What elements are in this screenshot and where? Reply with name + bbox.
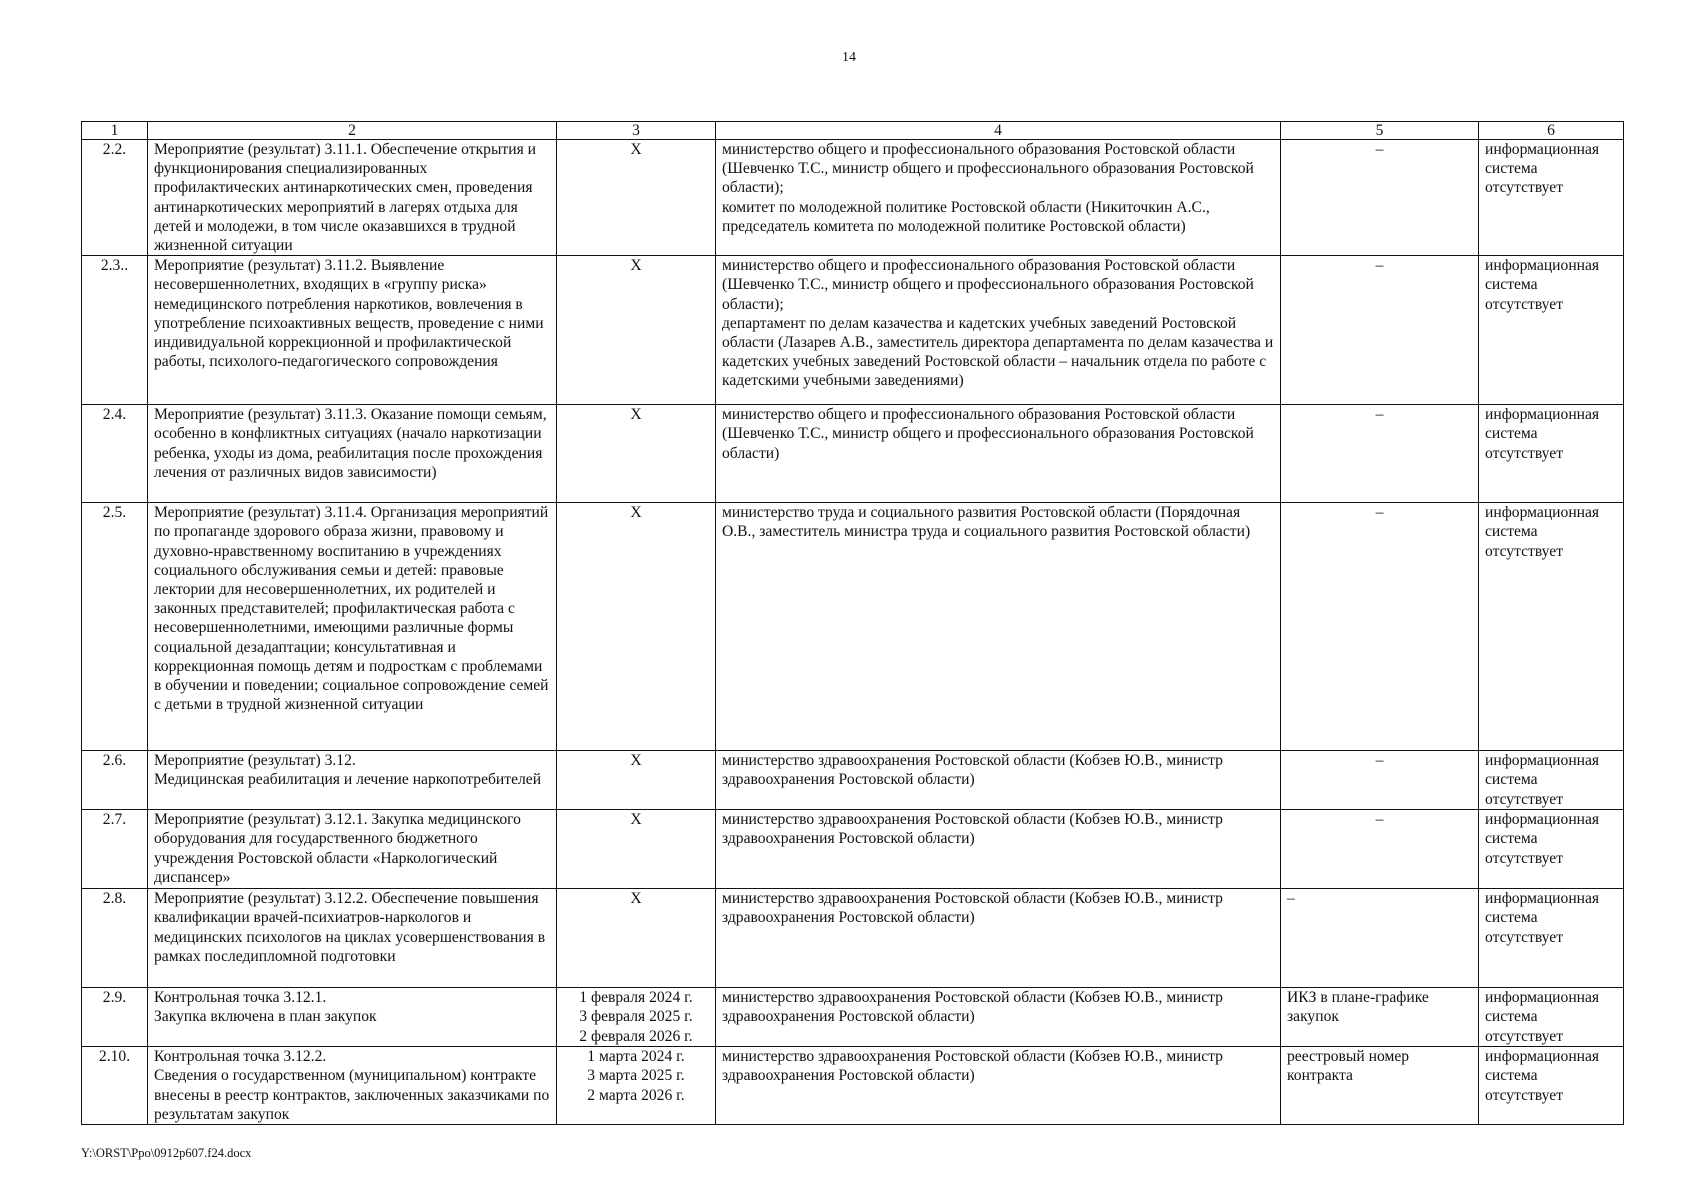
table-row [82, 751, 1624, 810]
row-number: 2.5. [82, 503, 148, 751]
table-row [82, 1047, 1624, 1125]
row-number: 2.10. [82, 1047, 148, 1125]
responsible-cell: министерство здравоохранения Ростовской области (Кобзев Ю.В., министр здравоохранения Ростовской области) [716, 1047, 1281, 1125]
table-row [82, 405, 1624, 503]
header-cell-3: 3 [557, 122, 716, 140]
document-cell: – [1281, 751, 1479, 810]
info-system-cell: информационная система отсутствует [1479, 503, 1624, 751]
table-row [82, 889, 1624, 988]
table-row [82, 810, 1624, 889]
table-row [82, 988, 1624, 1047]
info-system-cell: информационная система отсутствует [1479, 988, 1624, 1047]
responsible-cell: министерство общего и профессионального образования Ростовской области (Шевченко Т.С., министр общего и профессионального образования Ростовской области) [716, 405, 1281, 503]
header-cell-1: 1 [82, 122, 148, 140]
date-cell: 1 февраля 2024 г. 3 февраля 2025 г. 2 февраля 2026 г. [557, 988, 716, 1047]
plan-table [81, 121, 1624, 1125]
date-cell: Х [557, 810, 716, 889]
date-cell: Х [557, 751, 716, 810]
table-row [82, 256, 1624, 405]
row-number: 2.6. [82, 751, 148, 810]
event-cell: Мероприятие (результат) 3.12. Медицинская реабилитация и лечение наркопотребителей [148, 751, 557, 810]
date-cell: Х [557, 140, 716, 256]
row-number: 2.9. [82, 988, 148, 1047]
date-cell: Х [557, 503, 716, 751]
responsible-cell: министерство труда и социального развития Ростовской области (Порядочная О.В., заместитель министра труда и социального развития Ростовской области) [716, 503, 1281, 751]
event-cell: Мероприятие (результат) 3.11.2. Выявление несовершеннолетних, входящих в «группу риска» немедицинского потребления наркотиков, вовлечения в употребление психоактивных веществ, проведение с ними индивидуальной коррекционной и профилактической работы, психолого-педагогического сопровождения [148, 256, 557, 405]
page-number: 14 [842, 50, 856, 65]
info-system-cell: информационная система отсутствует [1479, 405, 1624, 503]
info-system-cell: информационная система отсутствует [1479, 1047, 1624, 1125]
document-cell: – [1281, 810, 1479, 889]
document-cell: – [1281, 405, 1479, 503]
event-cell: Контрольная точка 3.12.2. Сведения о государственном (муниципальном) контракте внесены в реестр контрактов, заключенных заказчиками по результатам закупок [148, 1047, 557, 1125]
info-system-cell: информационная система отсутствует [1479, 751, 1624, 810]
date-cell: 1 марта 2024 г. 3 марта 2025 г. 2 марта 2026 г. [557, 1047, 716, 1125]
document-cell: – [1281, 256, 1479, 405]
responsible-cell: министерство общего и профессионального образования Ростовской области (Шевченко Т.С., министр общего и профессионального образования Ростовской области); комитет по молодежной политике Ростовской области (Никиточкин А.С., председатель комитета по молодежной политике Ростовской области) [716, 140, 1281, 256]
info-system-cell: информационная система отсутствует [1479, 256, 1624, 405]
info-system-cell: информационная система отсутствует [1479, 810, 1624, 889]
event-cell: Мероприятие (результат) 3.11.3. Оказание помощи семьям, особенно в конфликтных ситуациях (начало наркотизации ребенка, уходы из дома, реабилитация после прохождения лечения от различных видов зависимости) [148, 405, 557, 503]
header-cell-2: 2 [148, 122, 557, 140]
date-cell: Х [557, 889, 716, 988]
document-cell: реестровый номер контракта [1281, 1047, 1479, 1125]
row-number: 2.8. [82, 889, 148, 988]
date-cell: Х [557, 256, 716, 405]
table-header-row [82, 122, 1624, 140]
responsible-cell: министерство здравоохранения Ростовской области (Кобзев Ю.В., министр здравоохранения Ростовской области) [716, 889, 1281, 988]
table-row [82, 140, 1624, 256]
table-row [82, 503, 1624, 751]
file-path-footer: Y:\ORST\Ppo\0912p607.f24.docx [81, 1146, 252, 1160]
row-number: 2.2. [82, 140, 148, 256]
header-cell-6: 6 [1479, 122, 1624, 140]
row-number: 2.3.. [82, 256, 148, 405]
event-cell: Мероприятие (результат) 3.11.4. Организация мероприятий по пропаганде здорового образа жизни, правовому и духовно-нравственному воспитанию в учреждениях социального обслуживания семьи и детей: правовые лектории для несовершеннолетних, их родителей и законных представителей; профилактическая работа с несовершеннолетними, имеющими различные формы социальной дезадаптации; консультативная и коррекционная помощь детям и подросткам с проблемами в обучении и поведении; социальное сопровождение семей с детьми в трудной жизненной ситуации [148, 503, 557, 751]
event-cell: Мероприятие (результат) 3.11.1. Обеспечение открытия и функционирования специализированных профилактических антинаркотических смен, проведения антинаркотических мероприятий в лагерях отдыха для детей и молодежи, в том числе оказавшихся в трудной жизненной ситуации [148, 140, 557, 256]
responsible-cell: министерство здравоохранения Ростовской области (Кобзев Ю.В., министр здравоохранения Ростовской области) [716, 988, 1281, 1047]
info-system-cell: информационная система отсутствует [1479, 889, 1624, 988]
document-cell: – [1281, 140, 1479, 256]
header-cell-4: 4 [716, 122, 1281, 140]
document-cell: ИКЗ в плане-графике закупок [1281, 988, 1479, 1047]
event-cell: Контрольная точка 3.12.1. Закупка включена в план закупок [148, 988, 557, 1047]
row-number: 2.4. [82, 405, 148, 503]
document-cell: – [1281, 889, 1479, 988]
info-system-cell: информационная система отсутствует [1479, 140, 1624, 256]
row-number: 2.7. [82, 810, 148, 889]
header-cell-5: 5 [1281, 122, 1479, 140]
responsible-cell: министерство здравоохранения Ростовской области (Кобзев Ю.В., министр здравоохранения Ростовской области) [716, 751, 1281, 810]
responsible-cell: министерство здравоохранения Ростовской области (Кобзев Ю.В., министр здравоохранения Ростовской области) [716, 810, 1281, 889]
date-cell: Х [557, 405, 716, 503]
document-cell: – [1281, 503, 1479, 751]
event-cell: Мероприятие (результат) 3.12.1. Закупка медицинского оборудования для государственного бюджетного учреждения Ростовской области «Наркологический диспансер» [148, 810, 557, 889]
responsible-cell: министерство общего и профессионального образования Ростовской области (Шевченко Т.С., министр общего и профессионального образования Ростовской области); департамент по делам казачества и кадетских учебных заведений Ростовской области (Лазарев А.В., заместитель директора департамента по делам казачества и кадетских учебных заведений Ростовской области – начальник отдела по работе с кадетскими учебными заведениями) [716, 256, 1281, 405]
event-cell: Мероприятие (результат) 3.12.2. Обеспечение повышения квалификации врачей-психиатров-наркологов и медицинских психологов на циклах усовершенствования в рамках последипломной подготовки [148, 889, 557, 988]
